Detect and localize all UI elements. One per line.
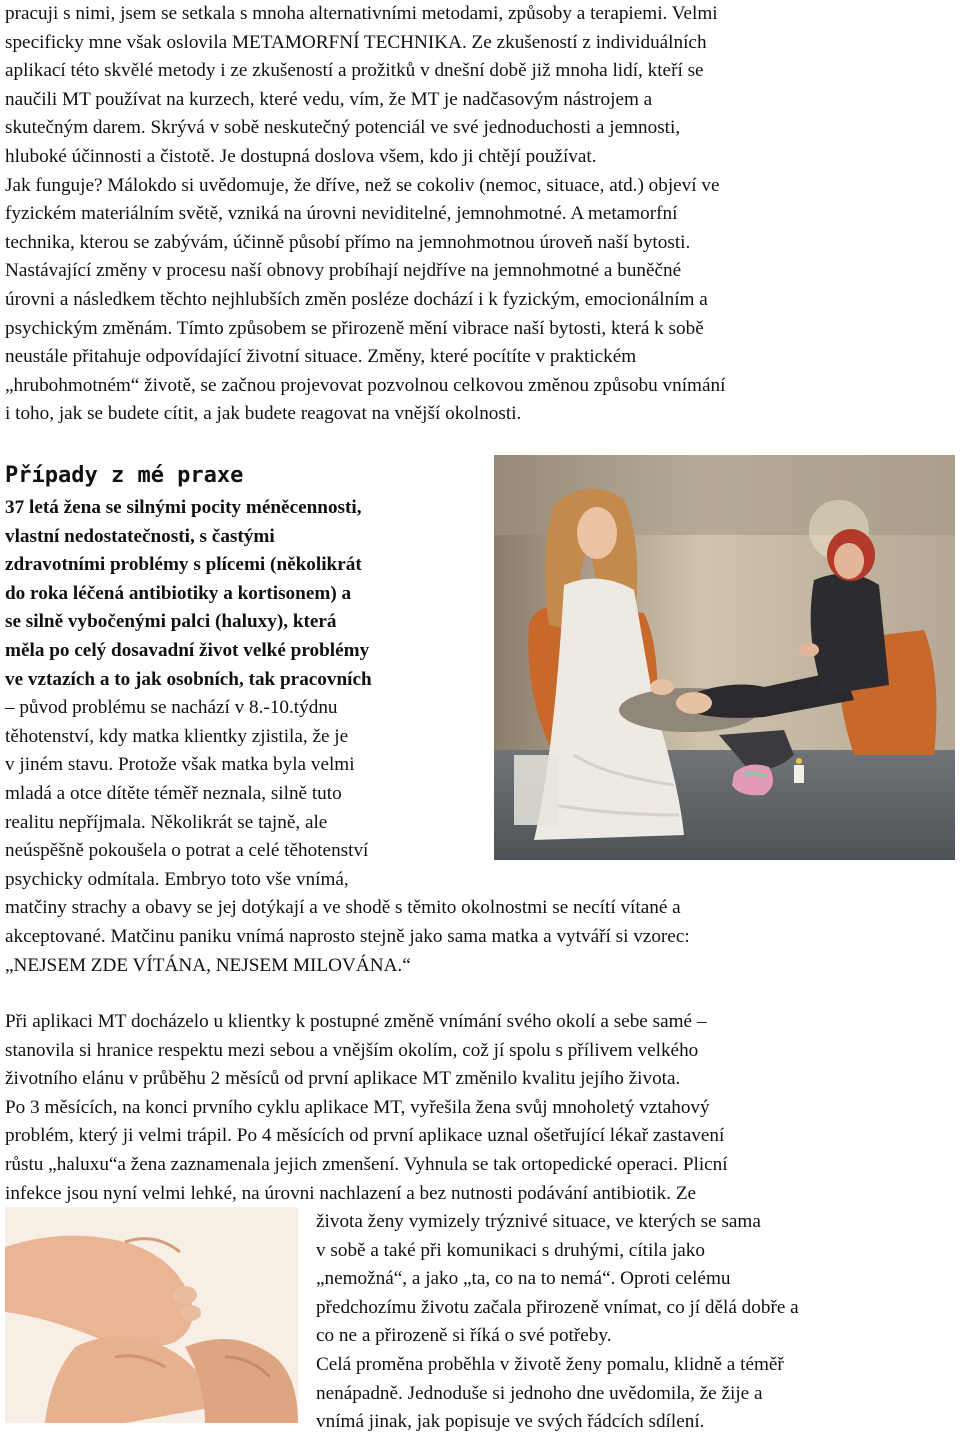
foot-massage-photo [5,1207,298,1423]
text-line: „NEJSEM ZDE VÍTÁNA, NEJSEM MILOVÁNA.“ [5,954,411,976]
text-line: – původ problému se nachází v 8.-10.týdnu [5,697,338,719]
text-line: infekce jsou nyní velmi lehké, na úrovni nachlazení a bez nutnosti podávání antibiotik. Ze [5,1182,697,1204]
text-line: těhotenství, kdy matka klientky zjistila, že je [5,725,349,747]
text-line: předchozímu životu začala přirozeně vnímat, co jí dělá dobře a [316,1296,799,1318]
text-line: pracuji s nimi, jsem se setkala s mnoha alternativními metodami, způsoby a terapiemi. Velmi [5,3,718,24]
text-line: nenápadně. Jednoduše si jednoho dne uvědomila, že žije a [316,1382,763,1404]
text-line: „hrubohmotném“ životě, se začnou projevovat pozvolnou celkovou změnou způsobu vnímání [5,374,726,396]
text-line: psychickým změnám. Tímto způsobem se přirozeně mění vibrace naší bytosti, která k sobě [5,317,704,339]
final-paragraph [316,1208,799,1437]
text-line: Při aplikaci MT docházelo u klientky k postupné změně vnímání svého okolí a sebe samé – [5,1011,707,1032]
text-line: životního elánu v průběhu 2 měsíců od první aplikace MT změnilo kvalitu jejího života. [5,1068,681,1090]
result-paragraph [5,1008,728,1208]
text-line: technika, kterou se zabývám, účinně působí přímo na jemnohmotnou úroveň naší bytosti. [5,231,691,253]
text-line: zdravotními problémy s plícemi (několikrát [5,554,362,576]
text-line: i toho, jak se budete cítit, a jak budete reagovat na vnější okolnosti. [5,403,522,425]
text-line: života ženy vymizely trýznivé situace, ve kterých se sama [316,1211,761,1232]
text-line: naučili MT používat na kurzech, které vedu, vím, že MT je nadčasovým nástrojem a [5,88,653,110]
text-line: co ne a přirozeně si říká o své potřeby. [316,1325,612,1347]
text-line: Nastávající změny v procesu naší obnovy probíhají nejdříve na jemnohmotné a buněčné [5,260,682,282]
text-line: psychicky odmítala. Embryo toto vše vnímá, [5,868,349,890]
section-heading: Případy z mé praxe [5,463,244,488]
text-line: akceptované. Matčinu paniku vnímá naprosto stejně jako sama matka a vytváří si vzorec: [5,925,690,947]
text-line: Jak funguje? Málokdo si uvědomuje, že dříve, než se cokoliv (nemoc, situace, atd.) objeví ve [5,174,720,196]
therapy-session-photo [494,455,955,860]
text-line: Po 3 měsících, na konci prvního cyklu aplikace MT, vyřešila žena svůj mnoholetý vztahový [5,1096,710,1118]
text-line: ve vztazích a to jak osobních, tak pracovních [5,668,372,690]
text-line: stanovila si hranice respektu mezi sebou a vnějším okolím, což jí spolu s přílivem velkého [5,1039,699,1061]
text-line: v sobě a také při komunikaci s druhými, cítila jako [316,1239,705,1261]
text-line: se silně vybočenými palci (haluxy), která [5,611,337,633]
text-line: úrovni a následkem těchto nejhlubších změn posléze dochází i k fyzickým, emocionálním a [5,288,708,310]
text-line: mladá a otce dítěte téměř neznala, silně tuto [5,782,342,804]
text-line: skutečným darem. Skrývá v sobě neskutečný potenciál ve své jednoduchosti a jemnosti, [5,117,681,139]
text-line: specificky mne však oslovila METAMORFNÍ TECHNIKA. Ze zkušeností z individuálních [5,31,707,53]
text-line: aplikací této skvělé metody i ze zkušeností a prožitků v dnešní době již mnoha lidí, kteří se [5,60,704,82]
intro-paragraph [5,0,725,429]
text-line: neúspěšně pokoušela o potrat a celé těhotenství [5,840,369,862]
text-line: v jiném stavu. Protože však matka byla velmi [5,754,355,776]
text-line: hluboké účinnosti a čistotě. Je dostupná doslova všem, kdo ji chtějí používat. [5,145,597,167]
text-line: vlastní nedostatečnosti, s častými [5,525,275,547]
text-line: 37 letá žena se silnými pocity méněcennosti, [5,497,362,518]
text-line: problém, který ji velmi trápil. Po 4 měsících od první aplikace uznal ošetřující lékař zastavení [5,1125,725,1147]
text-line: matčiny strachy a obavy se jej dotýkají a ve shodě s těmito okolnostmi se necítí vítané a [5,897,681,919]
text-line: do roka léčená antibiotiky a kortisonem) a [5,582,352,604]
text-line: fyzickém materiálním světě, vzniká na úrovni neviditelné, jemnohmotné. A metamorfní [5,203,678,225]
text-line: neustále přitahuje odpovídající životní situace. Změny, které pocítíte v praktickém [5,346,637,368]
text-line: Celá proměna proběhla v životě ženy pomalu, klidně a téměř [316,1353,784,1375]
text-line: vnímá jinak, jak popisuje ve svých řádcích sdílení. [316,1411,705,1433]
text-line: realitu nepříjmala. Několikrát se tajně, ale [5,811,328,833]
text-line: měla po celý dosavadní život velké problémy [5,639,370,661]
text-line: „nemožná“, a jako „ta, co na to nemá“. Oproti celému [316,1268,731,1290]
text-line: růstu „haluxu“a žena zaznamenala jejich zmenšení. Vyhnula se tak ortopedické operaci. Plicní [5,1153,728,1175]
